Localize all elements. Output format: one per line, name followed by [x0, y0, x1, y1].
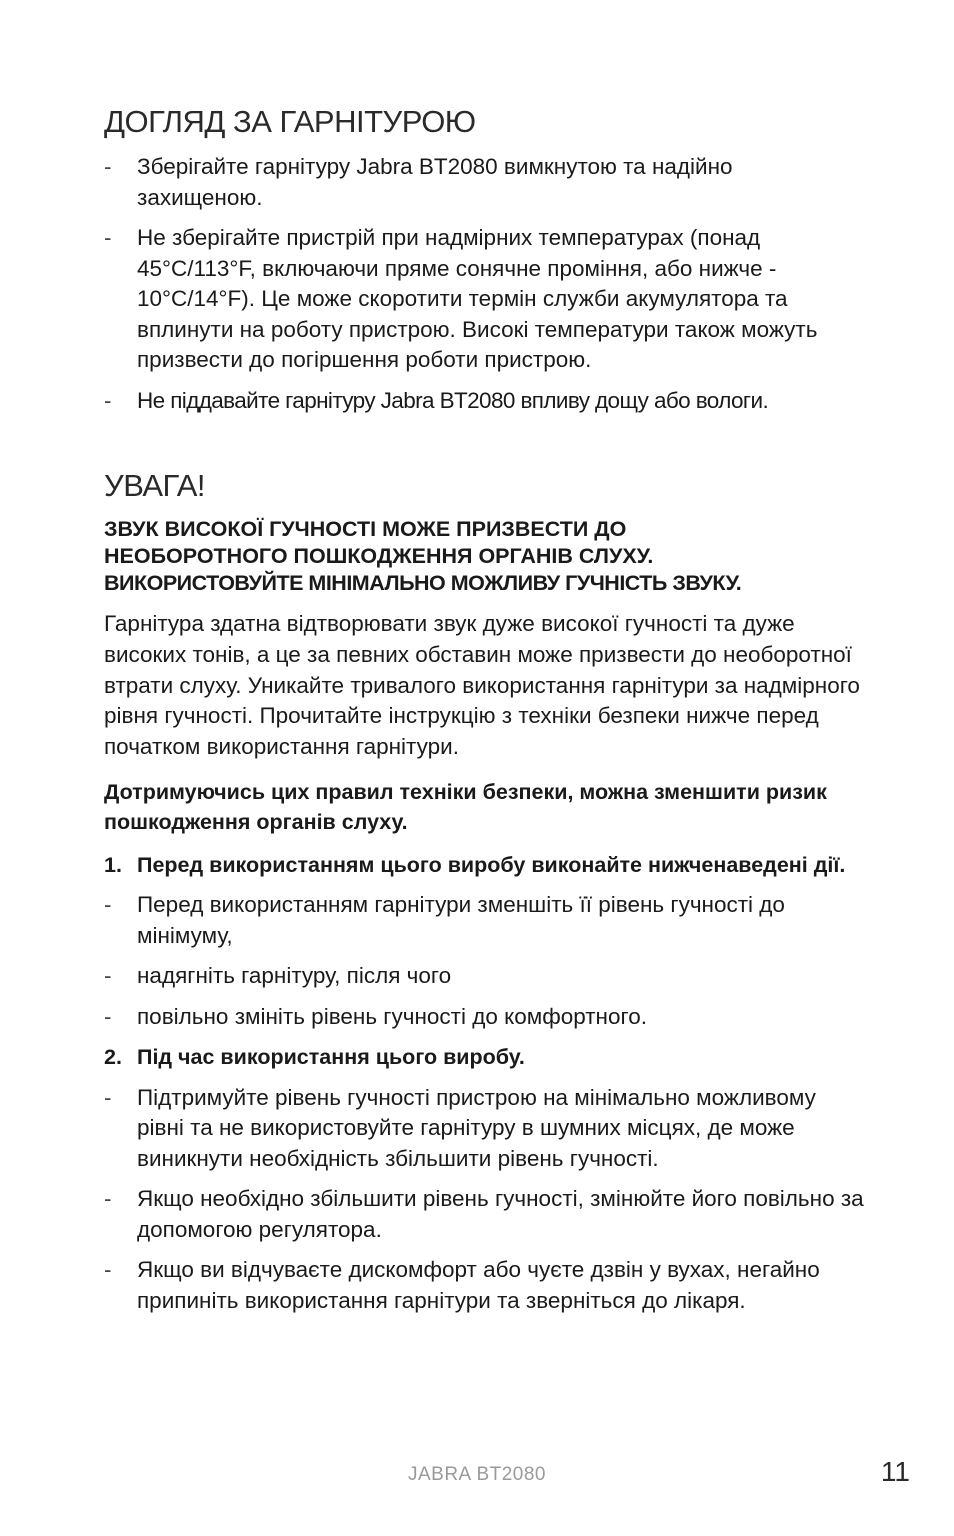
dash-bullet: -: [104, 1084, 112, 1110]
list-item: [104, 223, 864, 376]
step-title: Під час використання цього виробу.: [137, 1045, 525, 1070]
step-title: Перед використанням цього виробу виконайте нижченаведені дії.: [137, 852, 846, 877]
dash-bullet: -: [104, 1186, 112, 1212]
list-item: [104, 1083, 864, 1175]
list-item-text: Перед використанням гарнітури зменшіть її рівень гучності до мінімуму,: [137, 892, 785, 948]
care-title: ДОГЛЯД ЗА ГАРНІТУРОЮ: [104, 104, 476, 139]
warning-line: ВИКОРИСТОВУЙТЕ МІНІМАЛЬНО МОЖЛИВУ ГУЧНІСТЬ ЗВУКУ.: [104, 571, 742, 595]
step-2-heading: [104, 1042, 864, 1073]
page-number: 11: [880, 1456, 910, 1487]
list-item-text: Якщо ви відчуваєте дискомфорт або чуєте дзвін у вухах, негайно припиніть використання гарнітури та зверніться до лікаря.: [137, 1257, 820, 1313]
list-item: [104, 890, 864, 951]
list-item: [104, 1255, 864, 1316]
warning-bold-text: [104, 516, 864, 597]
list-item-text: Зберігайте гарнітуру Jabra BT2080 вимкнутою та надійно захищеною.: [137, 154, 733, 210]
warning-line: НЕОБОРОТНОГО ПОШКОДЖЕННЯ ОРГАНІВ СЛУХУ.: [104, 544, 654, 568]
dash-bullet: -: [104, 154, 112, 179]
care-list: [104, 152, 864, 416]
list-item-text: Не піддавайте гарнітуру Jabra BT2080 впливу дощу або вологи.: [137, 387, 769, 413]
dash-bullet: -: [104, 892, 112, 918]
list-item: [104, 386, 864, 417]
list-item-text: Не зберігайте пристрій при надмірних температурах (понад 45°C/113°F, включаючи пряме сонячне проміння, або нижче - 10°C/14°F). Це може скоротити термін служби акумулятора та вплинути на роботу пристрою. Високі температури також можуть призвести до погіршення роботи пристрою.: [137, 225, 818, 372]
list-item-text: повільно змініть рівень гучності до комфортного.: [137, 1003, 647, 1029]
footer-brand: JABRA BT2080: [407, 1464, 547, 1485]
step-number: 1.: [104, 852, 122, 877]
warning-line: ЗВУК ВИСОКОЇ ГУЧНОСТІ МОЖЕ ПРИЗВЕСТИ ДО: [104, 517, 627, 541]
list-item: [104, 1184, 864, 1245]
warning-body: Гарнітура здатна відтворювати звук дуже високої гучності та дуже високих тонів, а це за певних обставин може призвести до необоротної втрати слуху. Уникайте тривалого використання гарнітури за надмірного рівня гучності. Прочитайте інструкцію з техніки безпеки нижче перед початком використання гарнітури.: [104, 611, 860, 760]
step-1-heading: [104, 850, 864, 881]
list-item: [104, 961, 864, 992]
dash-bullet: -: [104, 1257, 112, 1283]
dash-bullet: -: [104, 225, 112, 250]
warning-title: УВАГА!: [104, 468, 206, 503]
list-item-text: Якщо необхідно збільшити рівень гучності, змінюйте його повільно за допомогою регулятора.: [137, 1186, 864, 1242]
safety-note: Дотримуючись цих правил техніки безпеки, можна зменшити ризик пошкодження органів слуху.: [104, 779, 827, 835]
step-number: 2.: [104, 1045, 122, 1070]
document-page: [104, 100, 864, 1326]
dash-bullet: -: [104, 387, 112, 413]
step-2-list: [104, 1083, 864, 1317]
dash-bullet: -: [104, 963, 112, 989]
list-item: [104, 1002, 864, 1033]
list-item-text: надягніть гарнітуру, після чого: [137, 963, 452, 989]
list-item-text: Підтримуйте рівень гучності пристрою на мінімально можливому рівні та не використовуйте гарнітуру в шумних місцях, де може виникнути необхідність збільшити рівень гучності.: [137, 1084, 816, 1171]
list-item: [104, 152, 864, 213]
step-1-list: [104, 890, 864, 1032]
dash-bullet: -: [104, 1003, 112, 1029]
